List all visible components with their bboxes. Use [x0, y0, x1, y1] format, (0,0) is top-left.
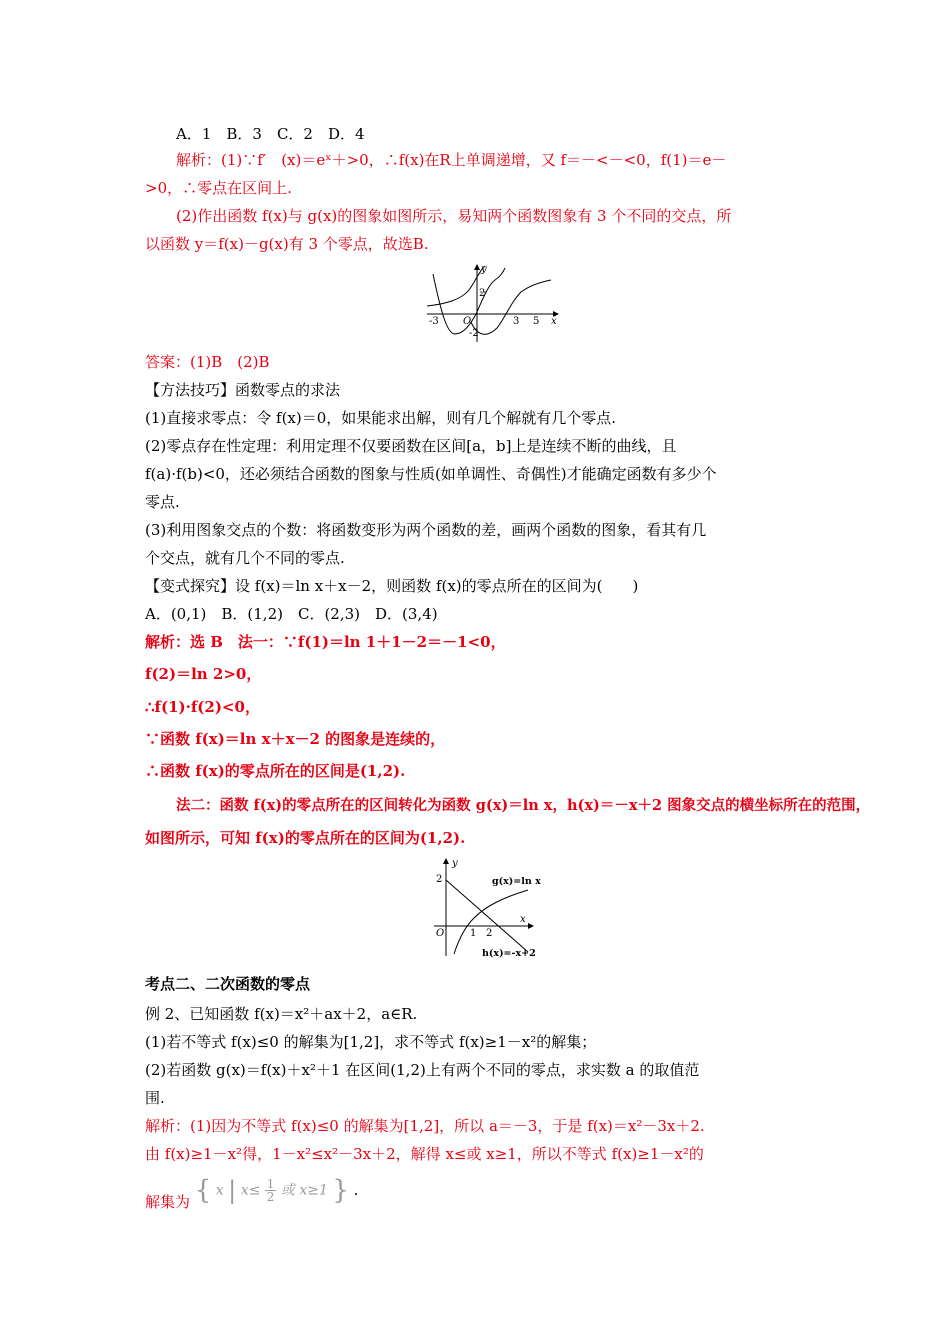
method-1: (1)直接求零点：令 f(x)＝0，如果能求出解，则有几个解就有几个零点.	[145, 409, 617, 427]
question-2a: (2)若函数 g(x)＝f(x)＋x²＋1 在区间(1,2)上有两个不同的零点，求实数 a 的取值范	[145, 1061, 700, 1079]
variant-solution-7: 如图所示，可知 f(x)的零点所在的区间为(1,2).	[145, 829, 466, 847]
g1-tick-3: 3	[513, 316, 520, 327]
variant-title: 【变式探究】设 f(x)＝ln x＋x－2，则函数 f(x)的零点所在的区间为( )	[145, 577, 639, 595]
g2-h-label: h(x)=-x+2	[482, 948, 536, 959]
answer-2-line-3	[145, 1175, 359, 1218]
g2-tick-1: 1	[470, 928, 477, 939]
variant-solution-2: f(2)＝ln 2>0，	[145, 665, 262, 683]
method-2b: f(a)·f(b)<0，还必须结合函数的图象与性质(如单调性、奇偶性)才能确定函数有多少个	[145, 465, 717, 483]
g1-tick-5: 5	[533, 316, 540, 327]
method-3b: 个交点，就有几个不同的零点.	[145, 549, 345, 567]
answer-2-line-1: 解析：(1)因为不等式 f(x)≤0 的解集为[1,2]，所以 a＝－3，于是 f(x)＝x²－3x＋2.	[145, 1117, 705, 1135]
analysis-line-3: (2)作出函数 f(x)与 g(x)的图象如图所示，易知两个函数图象有 3 个不同的交点，所	[176, 207, 732, 225]
g2-tick-2x: 2	[486, 928, 493, 939]
options-line: A．1 B．3 C．2 D．4	[176, 125, 365, 143]
answer-line: 答案：(1)B (2)B	[145, 353, 270, 371]
g1-tick-neg2: -2	[469, 328, 479, 339]
g1-tick-2: 2	[479, 288, 486, 299]
question-2b: 围.	[145, 1089, 165, 1107]
variant-solution-1: 解析：选 B 法一：∵f(1)＝ln 1＋1－2＝－1<0，	[145, 633, 506, 651]
analysis-line-2: >0，∴零点在区间上.	[145, 179, 292, 197]
g1-origin: O	[463, 316, 472, 327]
g1-y-label: y	[481, 264, 487, 275]
graph-fx-gx	[425, 262, 560, 344]
answer-2-line-2: 由 f(x)≥1－x²得，1－x²≤x²－3x＋2，解得 x≤或 x≥1，所以不等式 f(x)≥1－x²的	[145, 1145, 704, 1163]
g1-tick-neg3: -3	[429, 316, 439, 327]
g2-y-label: y	[452, 858, 458, 869]
variant-solution-6: 法二：函数 f(x)的零点所在的区间转化为函数 g(x)＝ln x，h(x)＝－x＋2 图象交点的横坐标所在的范围，	[176, 797, 871, 814]
question-1: (1)若不等式 f(x)≤0 的解集为[1,2]，求不等式 f(x)≥1－x²的解集；	[145, 1033, 597, 1051]
example-2: 例 2、已知函数 f(x)＝x²＋ax＋2，a∈R.	[145, 1005, 418, 1023]
variant-solution-4: ∵函数 f(x)＝ln x＋x－2 的图象是连续的，	[145, 730, 446, 748]
graph-gx-hx	[432, 856, 552, 960]
solution-set: { x | x≤ $\frac{1}{2}$ 或 x≥1 }	[194, 1175, 349, 1206]
method-title: 【方法技巧】函数零点的求法	[145, 381, 341, 399]
g1-x-label: x	[551, 316, 557, 327]
analysis-line-1: 解析：(1)∵f′ (x)＝eˣ＋>0，∴f(x)在R上单调递增，又 f＝－<－<0，f(1)＝e－	[176, 151, 727, 169]
variant-solution-5: ∴函数 f(x)的零点所在的区间是(1,2).	[145, 762, 406, 780]
method-2c: 零点.	[145, 493, 180, 511]
analysis-line-4: 以函数 y＝f(x)－g(x)有 3 个零点，故选B.	[145, 235, 429, 253]
method-2a: (2)零点存在性定理：利用定理不仅要函数在区间[a，b]上是连续不断的曲线，且	[145, 437, 677, 455]
solution-set-prefix: 解集为	[145, 1192, 191, 1211]
g2-g-label: g(x)=ln x	[492, 876, 541, 887]
g2-x-label: x	[520, 914, 526, 925]
section2-title: 考点二、二次函数的零点	[145, 975, 311, 993]
g2-tick-2y: 2	[436, 874, 443, 885]
solution-set-end: .	[353, 1180, 359, 1199]
method-3a: (3)利用图象交点的个数：将函数变形为两个函数的差，画两个函数的图象，看其有几	[145, 521, 707, 539]
variant-solution-3: ∴f(1)·f(2)<0，	[145, 698, 260, 716]
g2-origin: O	[436, 928, 445, 939]
variant-options: A．(0,1) B．(1,2) C．(2,3) D．(3,4)	[145, 605, 438, 623]
